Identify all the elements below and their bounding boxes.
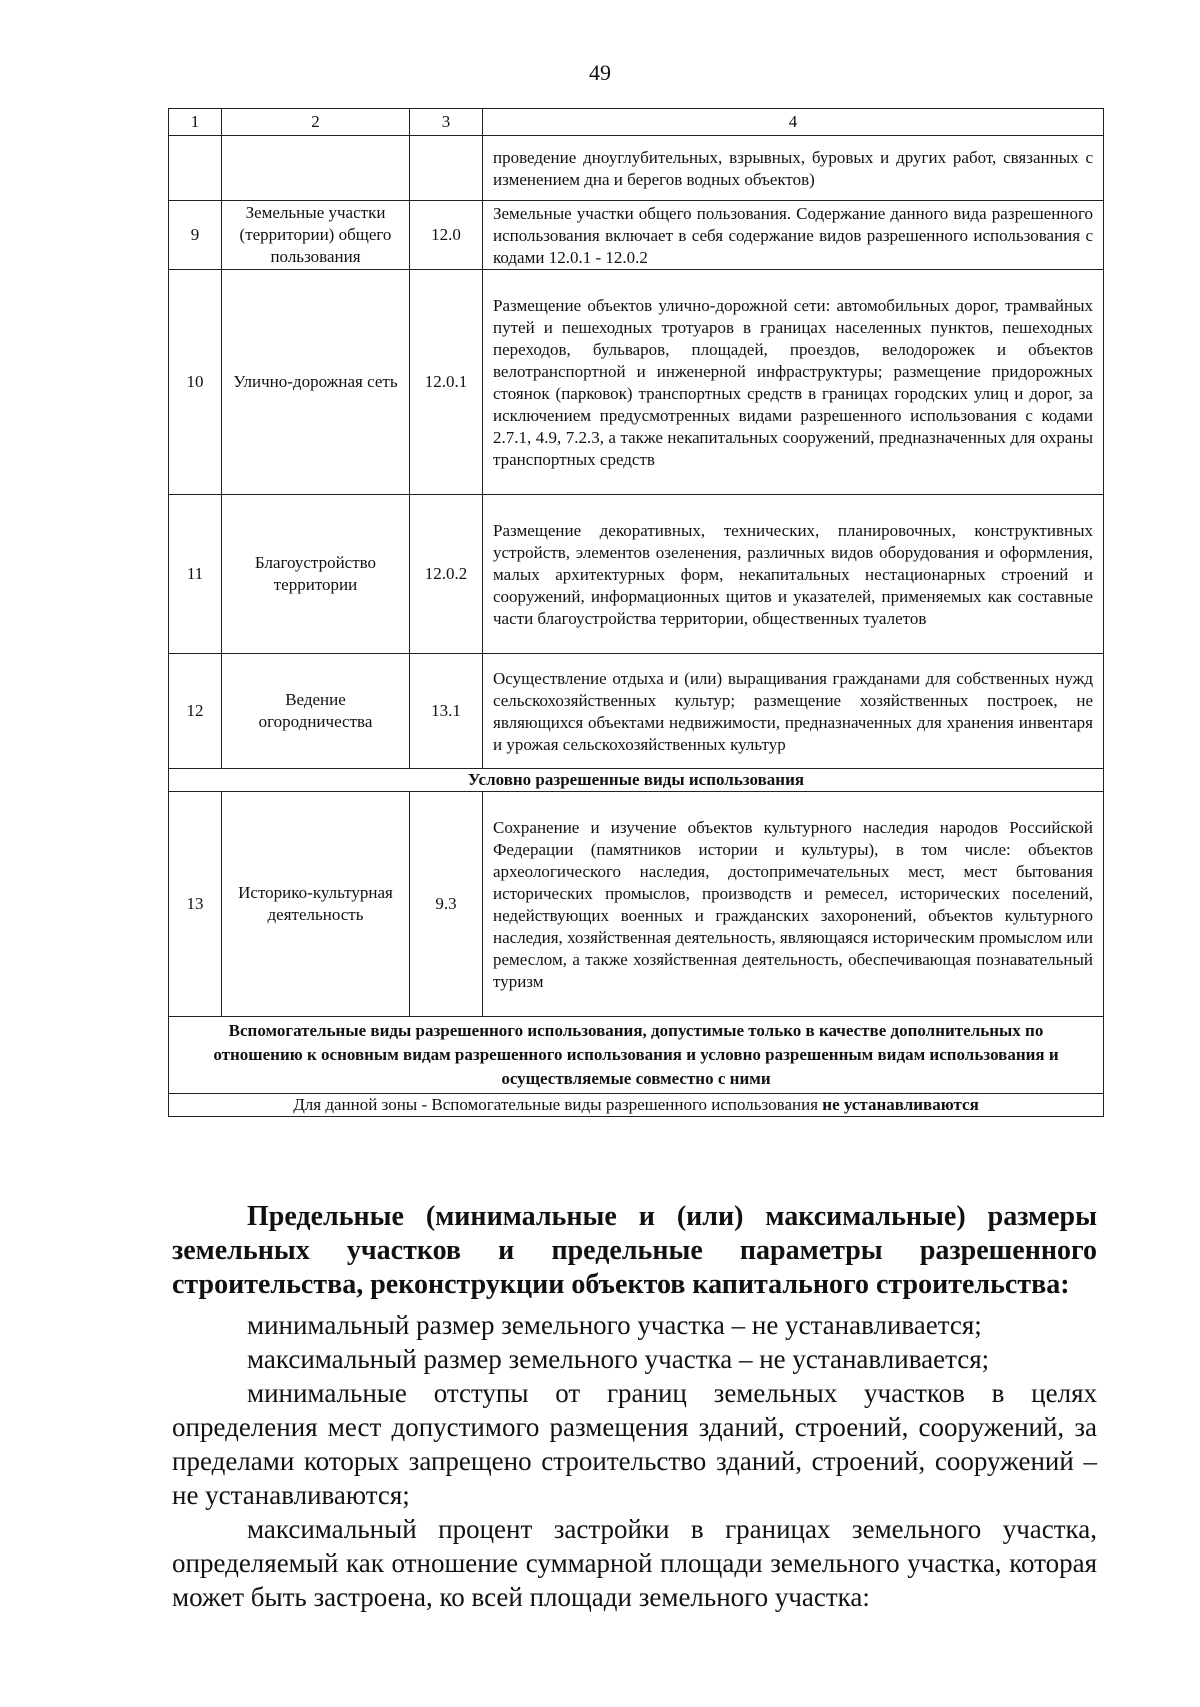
header-col-4: 4 xyxy=(483,109,1104,136)
row-number: 13 xyxy=(169,792,222,1017)
row-code: 9.3 xyxy=(410,792,483,1017)
header-col-1: 1 xyxy=(169,109,222,136)
parameter-paragraph: минимальный размер земельного участка – не устанавливается; xyxy=(247,1310,982,1340)
header-col-2: 2 xyxy=(222,109,410,136)
row-name: Историко-культурная деятельность xyxy=(222,792,410,1017)
table-row xyxy=(169,654,1104,769)
parameter-paragraph: максимальный процент застройки в границах земельного участка, определяемый как отношение суммарной площади земельного участка, которая может быть застроена, ко всей площади земельного участка: xyxy=(172,1514,1097,1612)
section-row-conditional xyxy=(169,769,1104,792)
row-name: Улично-дорожная сеть xyxy=(222,270,410,495)
page-number: 49 xyxy=(589,60,611,85)
row-name-cell xyxy=(222,136,410,201)
table-row xyxy=(169,201,1104,270)
parameter-paragraph: минимальные отступы от границ земельных участков в целях определения мест допустимого размещения зданий, строений, сооружений, за пределами которых запрещено строительство зданий, строений, сооружений – не устанавливаются; xyxy=(172,1378,1097,1510)
row-description: Земельные участки общего пользования. Содержание данного вида разрешенного использования включает в себя содержание видов разрешенного использования с кодами 12.0.1 - 12.0.2 xyxy=(483,201,1104,270)
header-col-3: 3 xyxy=(410,109,483,136)
auxiliary-note-emphasis: не устанавливаются xyxy=(822,1095,979,1114)
row-name: Благоустройство территории xyxy=(222,495,410,654)
table-row-continuation xyxy=(169,136,1104,201)
parameters-section xyxy=(172,1200,1097,1614)
section-row-auxiliary xyxy=(169,1017,1104,1094)
auxiliary-note-row xyxy=(169,1094,1104,1117)
row-name: Земельные участки (территории) общего пользования xyxy=(222,201,410,270)
row-code: 13.1 xyxy=(410,654,483,769)
row-name: Ведение огородничества xyxy=(222,654,410,769)
row-description: Сохранение и изучение объектов культурного наследия народов Российской Федерации (памятников истории и культуры), в том числе: объектов археологического наследия, достопримечательных мест, мест бытования исторических промыслов, производств и ремесел, исторических поселений, недействующих военных и гражданских захоронений, объектов культурного наследия, хозяйственная деятельность, являющаяся историческим промыслом или ремеслом, а также хозяйственная деятельность, обеспечивающая познавательный туризм xyxy=(483,792,1104,1017)
table-row xyxy=(169,792,1104,1017)
parameters-heading: Предельные (минимальные и (или) максимальные) размеры земельных участков и предельные параметры разрешенного строительства, реконструкции объектов капитального строительства: xyxy=(172,1201,1097,1300)
table-row xyxy=(169,270,1104,495)
row-description: Размещение объектов улично-дорожной сети: автомобильных дорог, трамвайных путей и пешеходных тротуаров в границах населенных пунктов, пешеходных переходов, бульваров, площадей, проездов, велодорожек и объектов велотранспортной и инженерной инфраструктуры; размещение придорожных стоянок (парковок) транспортных средств в границах городских улиц и дорог, за исключением предусмотренных видами разрешенного использования с кодами 2.7.1, 4.9, 7.2.3, а также некапитальных сооружений, предназначенных для охраны транспортных средств xyxy=(483,270,1104,495)
auxiliary-section-title: Вспомогательные виды разрешенного использования, допустимые только в качестве дополнительных по отношению к основным видам разрешенного использования и условно разрешенным видам использования и осуществляемые совместно с ними xyxy=(169,1017,1104,1094)
auxiliary-note-text: Для данной зоны - Вспомогательные виды разрешенного использования xyxy=(293,1095,823,1114)
row-number: 11 xyxy=(169,495,222,654)
conditional-section-title: Условно разрешенные виды использования xyxy=(169,769,1104,792)
row-description: Осуществление отдыха и (или) выращивания гражданами для собственных нужд сельскохозяйственных культур; размещение хозяйственных построек, не являющихся объектами недвижимости, предназначенных для хранения инвентаря и урожая сельскохозяйственных культур xyxy=(483,654,1104,769)
row-description: проведение дноуглубительных, взрывных, буровых и других работ, связанных с изменением дна и берегов водных объектов) xyxy=(483,136,1104,201)
row-code: 12.0.2 xyxy=(410,495,483,654)
auxiliary-note xyxy=(169,1094,1104,1117)
row-code: 12.0 xyxy=(410,201,483,270)
land-use-table xyxy=(168,108,1104,1117)
parameter-paragraph: максимальный размер земельного участка – не устанавливается; xyxy=(247,1344,990,1374)
row-number: 10 xyxy=(169,270,222,495)
row-number-cell xyxy=(169,136,222,201)
row-description: Размещение декоративных, технических, планировочных, конструктивных устройств, элементов озеленения, различных видов оборудования и оформления, малых архитектурных форм, некапитальных нестационарных строений и сооружений, информационных щитов и указателей, применяемых как составные части благоустройства территории, общественных туалетов xyxy=(483,495,1104,654)
row-code: 12.0.1 xyxy=(410,270,483,495)
table-header-row xyxy=(169,109,1104,136)
table-row xyxy=(169,495,1104,654)
row-code-cell xyxy=(410,136,483,201)
row-number: 12 xyxy=(169,654,222,769)
row-number: 9 xyxy=(169,201,222,270)
